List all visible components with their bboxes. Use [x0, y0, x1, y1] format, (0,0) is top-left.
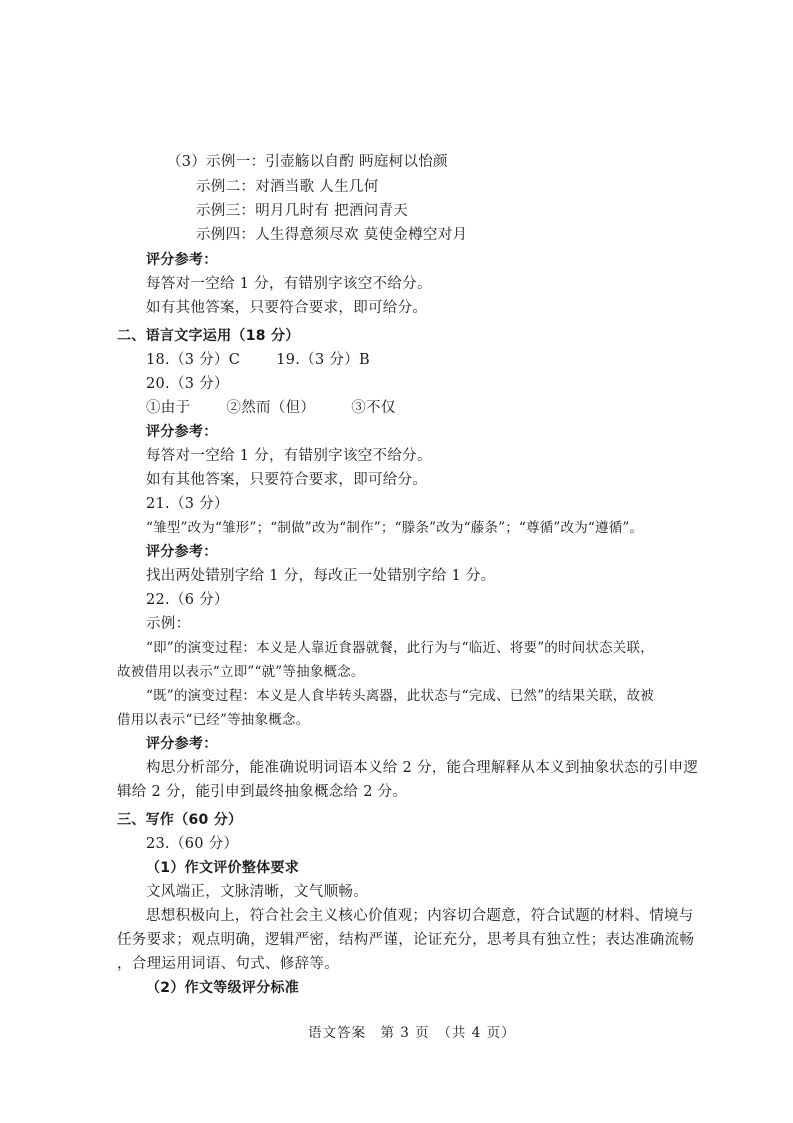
q17-example-1: （3）示例一：引壶觞以自酌 眄庭柯以怡颜	[167, 154, 448, 170]
q20-criteria-line: 每答对一空给 1 分，有错别字该空不给分。	[146, 448, 432, 464]
q17-example-4: 示例四：人生得意须尽欢 莫使金樽空对月	[196, 227, 468, 243]
section-3-title: 三、写作（60 分）	[117, 812, 243, 828]
q22-criteria-line: 构思分析部分，能准确说明词语本义给 2 分，能合理解释从本义到抽象状态的引申逻	[146, 760, 699, 776]
q18-19-line	[146, 350, 370, 370]
q21-heading: 21.（3 分）	[146, 496, 229, 512]
q22-heading: 22.（6 分）	[146, 592, 229, 608]
q22-jiji-line: “既”的演变过程：本义是人食毕转头离器，此状态与“完成、已然”的结果关联，故被	[146, 688, 654, 704]
q22-ji-line: 故被借用以表示“立即”“就”等抽象概念。	[117, 664, 365, 680]
q23-sub1-line: ，合理运用词语、句式、修辞等。	[117, 956, 339, 972]
q23-heading: 23.（60 分）	[146, 836, 239, 852]
q20-answers	[146, 398, 396, 418]
q21-criteria-label: 评分参考：	[146, 544, 218, 560]
q23-sub2-title: （2）作文等级评分标准	[146, 980, 300, 996]
q20-criteria-line: 如有其他答案，只要符合要求，即可给分。	[146, 472, 428, 488]
q17-criteria-label: 评分参考：	[146, 252, 218, 268]
page-footer: 语文答案 第 3 页 （共 4 页）	[308, 1025, 516, 1041]
section-2-title: 二、语言文字运用（18 分）	[117, 328, 300, 344]
q19-answer: 19.（3 分）B	[276, 352, 370, 368]
q20-answer-c: ③不仅	[351, 400, 396, 416]
q23-sub1-line: 思想积极向上，符合社会主义核心价值观；内容切合题意，符合试题的材料、情境与	[146, 908, 694, 924]
q22-criteria-label: 评分参考：	[146, 736, 218, 752]
q22-ji-line: “即”的演变过程：本义是人靠近食器就餐，此行为与“临近、将要”的时间状态关联，	[146, 640, 654, 656]
q17-example-3: 示例三：明月几时有 把酒问青天	[196, 203, 409, 219]
q23-sub1-title: （1）作文评价整体要求	[146, 860, 300, 876]
q17-example-2: 示例二：对酒当歌 人生几何	[196, 179, 379, 195]
q20-criteria-label: 评分参考：	[146, 424, 218, 440]
q22-jiji-line: 借用以表示“已经”等抽象概念。	[117, 712, 310, 728]
q22-criteria-line: 辑给 2 分，能引申到最终抽象概念给 2 分。	[117, 784, 408, 800]
q21-answer: “雏型”改为“雏形”；“制做”改为“制作”；“滕条”改为“藤条”；“尊循”改为“遵循”。	[146, 520, 644, 536]
q17-criteria-line: 每答对一空给 1 分，有错别字该空不给分。	[146, 276, 432, 292]
q20-answer-b: ②然而（但）	[226, 400, 316, 416]
q23-sub1-line: 任务要求；观点明确，逻辑严密，结构严谨，论证充分，思考具有独立性；表达准确流畅	[117, 932, 695, 948]
q17-criteria-line: 如有其他答案，只要符合要求，即可给分。	[146, 300, 428, 316]
q20-answer-a: ①由于	[146, 400, 191, 416]
q22-example-label: 示例：	[146, 616, 191, 632]
q23-sub1-line: 文风端正，文脉清晰，文气顺畅。	[146, 884, 368, 900]
q20-heading: 20.（3 分）	[146, 376, 229, 392]
q18-answer: 18.（3 分）C	[146, 352, 241, 368]
q21-criteria-line: 找出两处错别字给 1 分，每改正一处错别字给 1 分。	[146, 568, 496, 584]
